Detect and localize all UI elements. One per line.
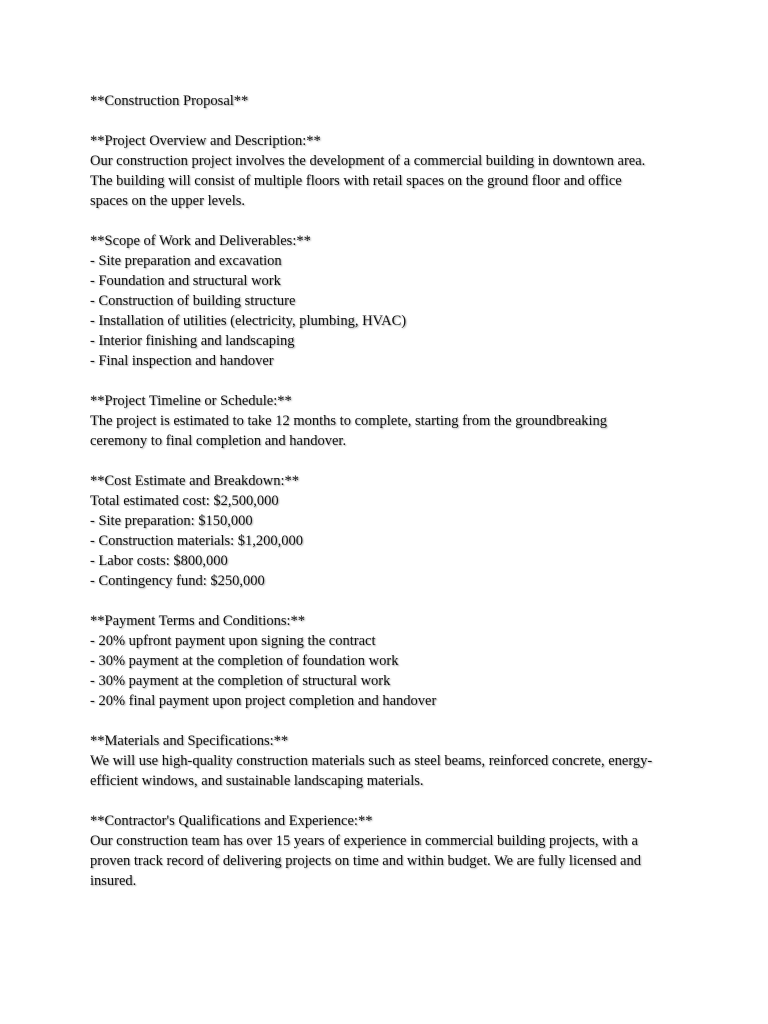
list-item: - Interior finishing and landscaping [90, 333, 295, 349]
paragraph-line: spaces on the upper levels. [90, 193, 246, 209]
document-title: **Construction Proposal** [90, 93, 249, 109]
paragraph-line: We will use high-quality construction materials such as steel beams, reinforced concrete, energy- [90, 753, 653, 769]
paragraph-line: Our construction project involves the development of a commercial building in downtown area. [90, 153, 646, 169]
paragraph-line: proven track record of delivering projects on time and within budget. We are fully licensed and [90, 853, 641, 869]
total-cost: Total estimated cost: $2,500,000 [90, 493, 279, 509]
list-item: - Site preparation: $150,000 [90, 513, 253, 529]
paragraph-line: Our construction team has over 15 years of experience in commercial building projects, with a [90, 833, 638, 849]
list-item: - Construction of building structure [90, 293, 296, 309]
section-payment [90, 611, 708, 711]
section-heading: **Cost Estimate and Breakdown:** [90, 473, 300, 489]
list-item: - 30% payment at the completion of foundation work [90, 653, 399, 669]
paragraph-line: ceremony to final completion and handover. [90, 433, 347, 449]
list-item: - Site preparation and excavation [90, 253, 282, 269]
section-overview [90, 131, 708, 211]
paragraph-line: The building will consist of multiple floors with retail spaces on the ground floor and office [90, 173, 622, 189]
section-heading: **Materials and Specifications:** [90, 733, 289, 749]
list-item: - 20% upfront payment upon signing the contract [90, 633, 376, 649]
section-heading: **Contractor's Qualifications and Experience:** [90, 813, 373, 829]
list-item: - 20% final payment upon project completion and handover [90, 693, 437, 709]
section-contractor [90, 811, 708, 891]
list-item: - Contingency fund: $250,000 [90, 573, 265, 589]
section-timeline [90, 391, 708, 451]
list-item: - Foundation and structural work [90, 273, 281, 289]
section-materials [90, 731, 708, 791]
section-scope [90, 231, 708, 371]
list-item: - 30% payment at the completion of structural work [90, 673, 391, 689]
section-cost [90, 471, 708, 591]
list-item: - Labor costs: $800,000 [90, 553, 228, 569]
section-heading: **Payment Terms and Conditions:** [90, 613, 306, 629]
paragraph-line: insured. [90, 873, 137, 889]
list-item: - Construction materials: $1,200,000 [90, 533, 304, 549]
list-item: - Installation of utilities (electricity, plumbing, HVAC) [90, 313, 407, 329]
section-heading: **Scope of Work and Deliverables:** [90, 233, 311, 249]
section-heading: **Project Overview and Description:** [90, 133, 321, 149]
paragraph-line: efficient windows, and sustainable landscaping materials. [90, 773, 424, 789]
paragraph-line: The project is estimated to take 12 months to complete, starting from the groundbreaking [90, 413, 608, 429]
list-item: - Final inspection and handover [90, 353, 274, 369]
section-heading: **Project Timeline or Schedule:** [90, 393, 292, 409]
